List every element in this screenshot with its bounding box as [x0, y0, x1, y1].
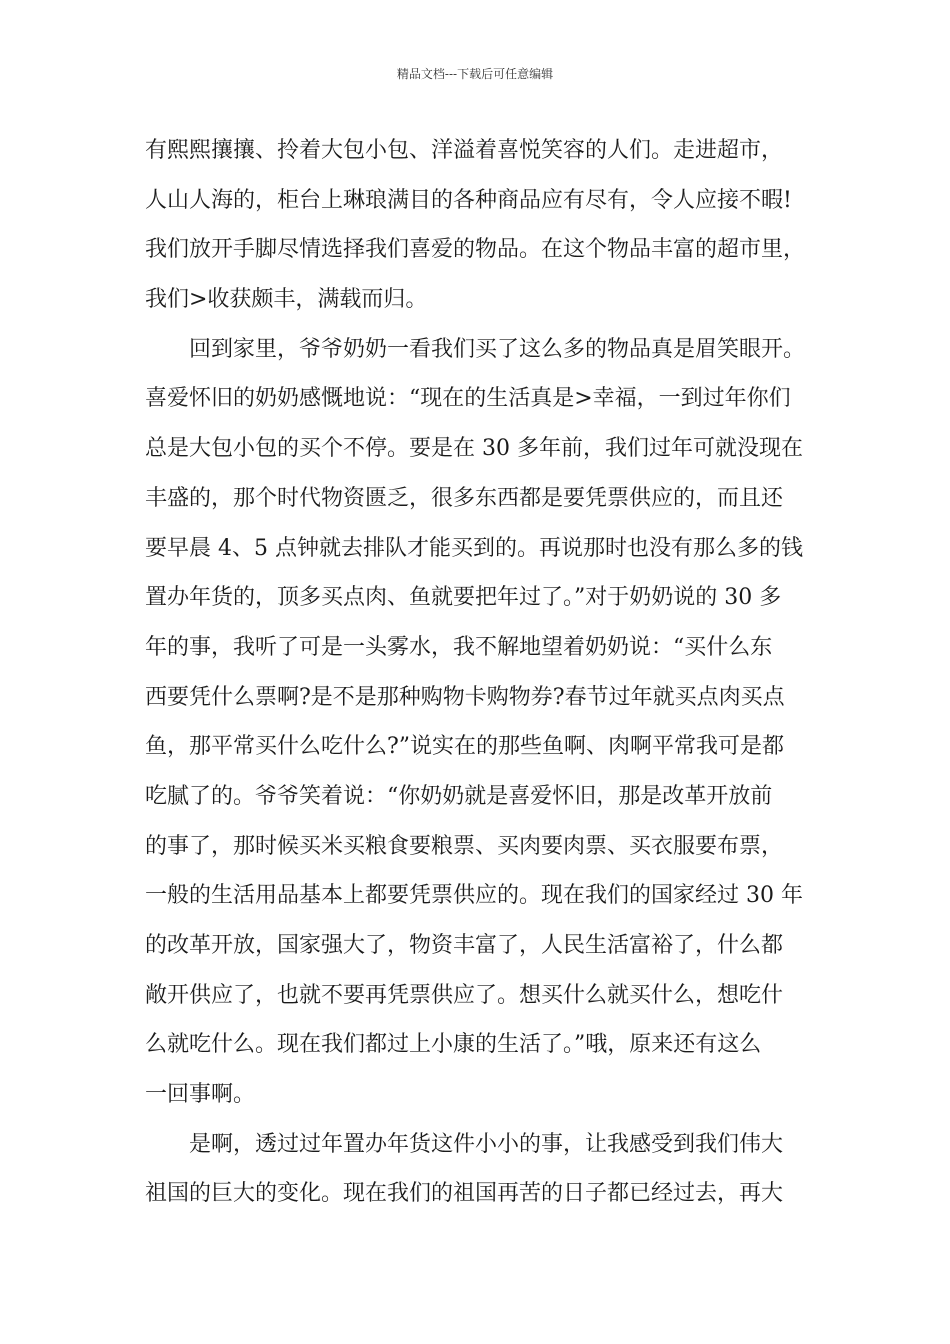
text-line: 一回事啊。	[145, 1082, 256, 1108]
text-line: 一般的生活用品基本上都要凭票供应的。现在我们的国家经过 30 年	[145, 883, 803, 909]
text-line: 的事了，那时候买米买粮食要粮票、买肉要肉票、买衣服要布票，	[145, 833, 784, 859]
text-line: 我们放开手脚尽情选择我们喜爱的物品。在这个物品丰富的超市里，	[145, 237, 806, 263]
text-line: 么就吃什么。现在我们都过上小康的生活了。”哦，原来还有这么	[145, 1032, 762, 1058]
document-body	[145, 126, 825, 1219]
text-line: 年的事，我听了可是一头雾水，我不解地望着奶奶说：“买什么东	[145, 634, 773, 660]
text-line: 是啊，透过过年置办年货这件小小的事，让我感受到我们伟大	[145, 1131, 784, 1157]
text-line: 人山人海的，柜台上琳琅满目的各种商品应有尽有，令人应接不暇!	[145, 187, 792, 213]
text-line: 吃腻了的。爷爷笑着说：“你奶奶就是喜爱怀旧，那是改革开放前	[145, 783, 773, 809]
text-line: 敞开供应了，也就不要再凭票供应了。想买什么就买什么，想吃什	[145, 982, 784, 1008]
page-header: 精品文档---下载后可任意编辑	[396, 67, 554, 81]
text-line: 我们>收获颇丰，满载而归。	[145, 287, 428, 313]
text-line: 丰盛的，那个时代物资匮乏，很多东西都是要凭票供应的，而且还	[145, 485, 784, 511]
text-line: 祖国的巨大的变化。现在我们的祖国再苦的日子都已经过去，再大	[145, 1181, 784, 1207]
text-line: 要早晨 4、5 点钟就去排队才能买到的。再说那时也没有那么多的钱	[145, 535, 803, 561]
text-line: 有熙熙攘攘、拎着大包小包、洋溢着喜悦笑容的人们。走进超市，	[145, 138, 784, 163]
text-line: 回到家里，爷爷奶奶一看我们买了这么多的物品真是眉笑眼开。	[145, 336, 806, 362]
text-line: 总是大包小包的买个不停。要是在 30 多年前，我们过年可就没现在	[145, 436, 803, 462]
text-line: 的改革开放，国家强大了，物资丰富了，人民生活富裕了，什么都	[145, 933, 784, 958]
text-line: 鱼，那平常买什么吃什么?”说实在的那些鱼啊、肉啊平常我可是都	[145, 734, 785, 760]
text-line: 西要凭什么票啊?是不是那种购物卡购物券?春节过年就买点肉买点	[145, 684, 785, 710]
text-line: 喜爱怀旧的奶奶感慨地说：“现在的生活真是>幸福，一到过年你们	[145, 386, 791, 412]
text-line: 置办年货的，顶多买点肉、鱼就要把年过了。”对于奶奶说的 30 多	[145, 585, 782, 611]
